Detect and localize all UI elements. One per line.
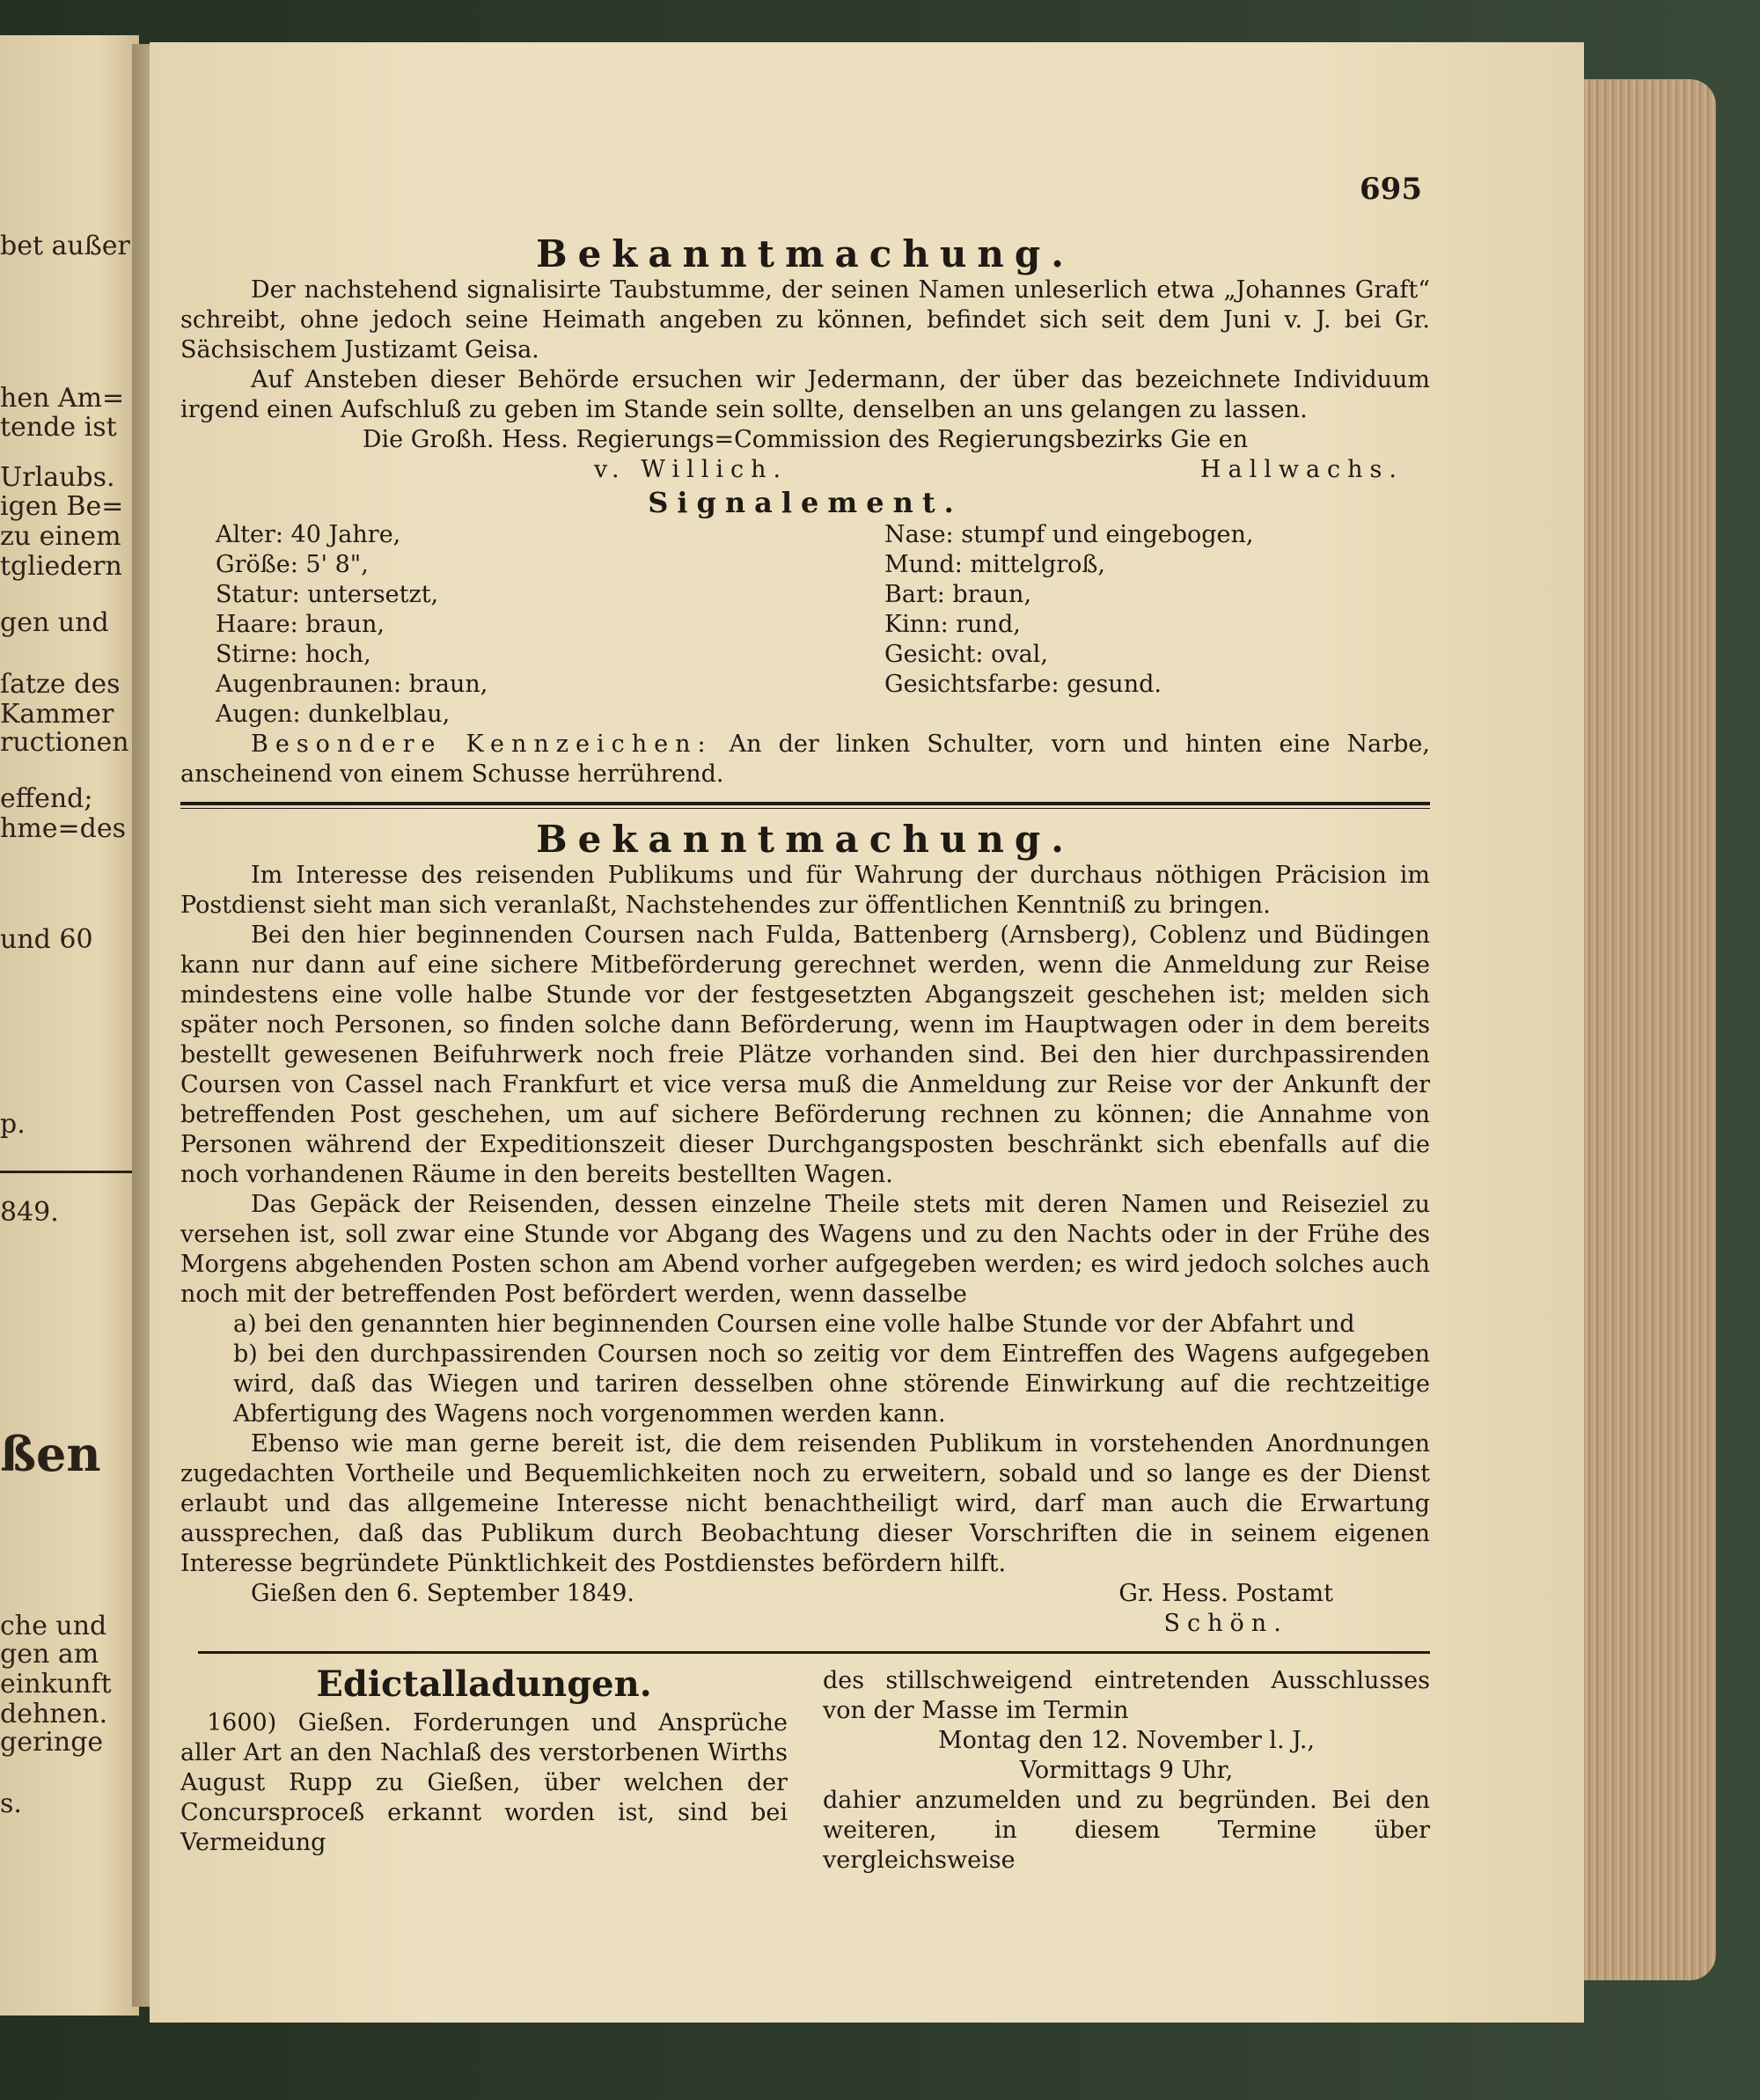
notice2-paragraph-2: Bei den hier beginnenden Coursen nach Fulda, Battenberg (Arnsberg), Coblenz und Büdingen kann nur dann auf eine sichere Mitbeförderung gerechnet werden, wenn die Anmeldung zur Reise mindestens eine volle halbe Stunde vor der festgesetzten Abgangszeit geschehen ist; melden sich später noch Personen, so finden solche dann Beförderung, wenn im Hauptwagen oder in dem bereits bestellt gewesenen Beifuhrwerk noch freie Plätze vorhanden sind. Bei den hier durchpassirenden Coursen von Cassel nach Frankfurt et vice versa muß die Anmeldung zur Reise vor der Ankunft der betreffenden Post geschehen, um auf sichere Beförderung rechnen zu können; die Annahme von Personen während der Expeditionszeit dieser Durchgangsposten beschränkt sich ebenfalls auf die noch vorhandenen Räume in den bereits bestellten Wagen.	[180, 922, 1430, 1188]
section-divider	[180, 802, 1430, 809]
edict-time: Vormittags 9 Uhr,	[1019, 1757, 1234, 1784]
left-fragment: effend;	[0, 783, 93, 814]
notice-post	[180, 818, 1430, 1639]
left-fragment: einkunft	[0, 1669, 112, 1700]
left-fragment: che und	[0, 1611, 107, 1641]
left-fragment: Urlaubs.	[0, 462, 115, 493]
notice-deafmute	[180, 232, 1430, 789]
left-fragment: igen Be=	[0, 491, 124, 522]
signature-hallwachs: Hallwachs.	[1199, 456, 1404, 483]
marks-label: Besondere Kennzeichen:	[251, 731, 713, 758]
section-divider	[198, 1651, 1430, 1654]
notice1-signatures	[180, 455, 1430, 485]
signalement-item: Mund: mittelgroß,	[884, 551, 1106, 578]
signature-willich: v. Willich.	[594, 456, 788, 483]
left-fragment: bet außer	[0, 231, 130, 261]
notice2-item-a: a) bei den genannten hier beginnenden Coursen eine volle halbe Stunde vor der Abfahrt und	[233, 1311, 1355, 1338]
signalement-item: Alter: 40 Jahre,	[216, 521, 401, 548]
signalement-item: Haare: braun,	[216, 611, 385, 638]
left-fragment: ſatze des	[0, 669, 121, 700]
edict-date: Montag den 12. November l. J.,	[937, 1727, 1316, 1754]
left-fragment: ßen	[0, 1426, 101, 1482]
left-fragment: hen Am=	[0, 383, 125, 414]
signalement-item: Gesicht: oval,	[884, 641, 1048, 668]
notice1-paragraph-1: Der nachstehend signalisirte Taubstumme, der seinen Namen unleserlich etwa „Johannes Graft“ schreibt, ohne jedoch seine Heimath angeben zu können, befindet sich seit dem Juni v. J. bei Gr. Sächsischem Justizamt Geisa.	[180, 276, 1430, 363]
place-date: Gießen den 6. September 1849.	[251, 1580, 634, 1607]
notice1-heading: Bekanntmachung.	[536, 232, 1074, 275]
left-rule	[0, 1171, 132, 1173]
left-fragment: dehnen.	[0, 1699, 108, 1729]
notice2-heading: Bekanntmachung.	[536, 818, 1074, 861]
notice2-paragraph-1: Im Interesse des reisenden Publikums und für Wahrung der durchaus nöthigen Präcision im Postdienst sieht man sich veranlaßt, Nachstehendes zur öffentlichen Kenntniß zu bringen.	[180, 862, 1430, 919]
notice1-paragraph-2: Auf Ansteben dieser Behörde ersuchen wir Jedermann, der über das bezeichnete Individuum irgend einen Aufschluß zu geben im Stande sein sollte, denselben an uns gelangen zu lassen.	[180, 366, 1430, 423]
signalement-item: Statur: untersetzt,	[216, 581, 439, 608]
edict-section	[180, 1663, 1430, 1876]
signalement-left-column	[180, 520, 761, 730]
left-fragment: geringe	[0, 1727, 104, 1758]
notice2-paragraph-4: Ebenso wie man gerne bereit ist, die dem reisenden Publikum in vorstehenden Anordnungen zugedachten Vortheile und Bequemlichkeiten noch zu erweitern, sobald und so lange es der Dienst erlaubt und das allgemeine Interesse nicht benachtheiligt wird, darf man auch die Erwartung aussprechen, daß das Publikum durch Beobachtung dieser Vorschriften die in seinem eigenen Interesse begründete Pünktlichkeit des Postdienstes befördern hilft.	[180, 1430, 1430, 1577]
left-fragment: gen am	[0, 1639, 99, 1670]
left-fragment: tende ist	[0, 412, 117, 443]
page-content	[180, 158, 1430, 1876]
edict-text-right-1: des stillschweigend eintretenden Ausschlusses von der Masse im Termin	[823, 1667, 1430, 1724]
signalement-right-column	[761, 520, 1430, 730]
notice1-authority: Die Großh. Hess. Regierungs=Commission des Regierungsbezirks Gie en	[362, 426, 1249, 453]
notice2-closing	[180, 1579, 1430, 1639]
postamt-label: Gr. Hess. Postamt	[1118, 1580, 1333, 1607]
notice1-marks	[180, 730, 1430, 789]
page-block-edge	[1584, 79, 1716, 1980]
signalement-table	[180, 520, 1430, 730]
signalement-item: Nase: stumpf und eingebogen,	[884, 521, 1254, 548]
notice2-item-b: b) bei den durchpassirenden Coursen noch so zeitig vor dem Eintreffen des Wagens aufgegeben wird, daß das Wiegen und tariren desselben ohne störende Einwirkung auf die rechtzeitige Abfertigung des Wagens noch vorgenommen werden kann.	[233, 1340, 1430, 1428]
signalement-item: Gesichtsfarbe: gesund.	[884, 671, 1162, 698]
notice2-paragraph-3: Das Gepäck der Reisenden, dessen einzelne Theile stets mit deren Namen und Reiseziel zu versehen ist, soll zwar eine Stunde vor Abgang des Wagens und zu den Nachts oder in der Frühe des Morgens abgehenden Posten schon am Abend vorher aufgegeben werden; es wird jedoch solches auch noch mit der betreffenden Post befördert werden, wenn dasselbe	[180, 1191, 1430, 1308]
signalement-item: Stirne: hoch,	[216, 641, 371, 668]
signalement-item: Kinn: rund,	[884, 611, 1021, 638]
left-fragment: 849.	[0, 1197, 59, 1228]
left-fragment: Kammer	[0, 699, 114, 730]
left-fragment: und 60	[0, 924, 93, 955]
signalement-item: Größe: 5' 8",	[216, 551, 369, 578]
signalement-heading: Signalement.	[648, 486, 963, 519]
page-number: 695	[1360, 172, 1422, 207]
left-fragment: s.	[0, 1788, 22, 1819]
left-fragment: gen und	[0, 607, 109, 638]
left-fragment: zu einem	[0, 521, 121, 552]
left-fragment: hme=des	[0, 813, 127, 844]
edict-text-right-2: dahier anzumelden und zu begründen. Bei den weiteren, in diesem Termine über vergleichsweise	[823, 1787, 1430, 1874]
left-page-edge	[0, 35, 139, 2016]
notice2-signature	[1118, 1579, 1333, 1639]
marks-text: An der linken Schulter, vorn und hinten eine Narbe, anscheinend von einem Schusse herrührend.	[180, 731, 1430, 788]
edict-left-column	[180, 1663, 788, 1876]
edict-right-column	[823, 1666, 1430, 1876]
signalement-item: Augenbraunen: braun,	[216, 671, 488, 698]
edict-heading: Edictalladungen.	[316, 1663, 652, 1705]
signalement-item: Bart: braun,	[884, 581, 1032, 608]
left-fragment: p.	[0, 1109, 26, 1140]
left-fragment: tgliedern	[0, 551, 122, 582]
signalement-item: Augen: dunkelblau,	[216, 701, 451, 728]
postamt-signer: Schön.	[1163, 1610, 1288, 1637]
edict-text-left: 1600) Gießen. Forderungen und Ansprüche aller Art an den Nachlaß des verstorbenen Wirths August Rupp zu Gießen, über welchen der Concursproceß erkannt worden ist, sind bei Vermeidung	[180, 1709, 788, 1856]
left-fragment: ructionen	[0, 727, 129, 758]
